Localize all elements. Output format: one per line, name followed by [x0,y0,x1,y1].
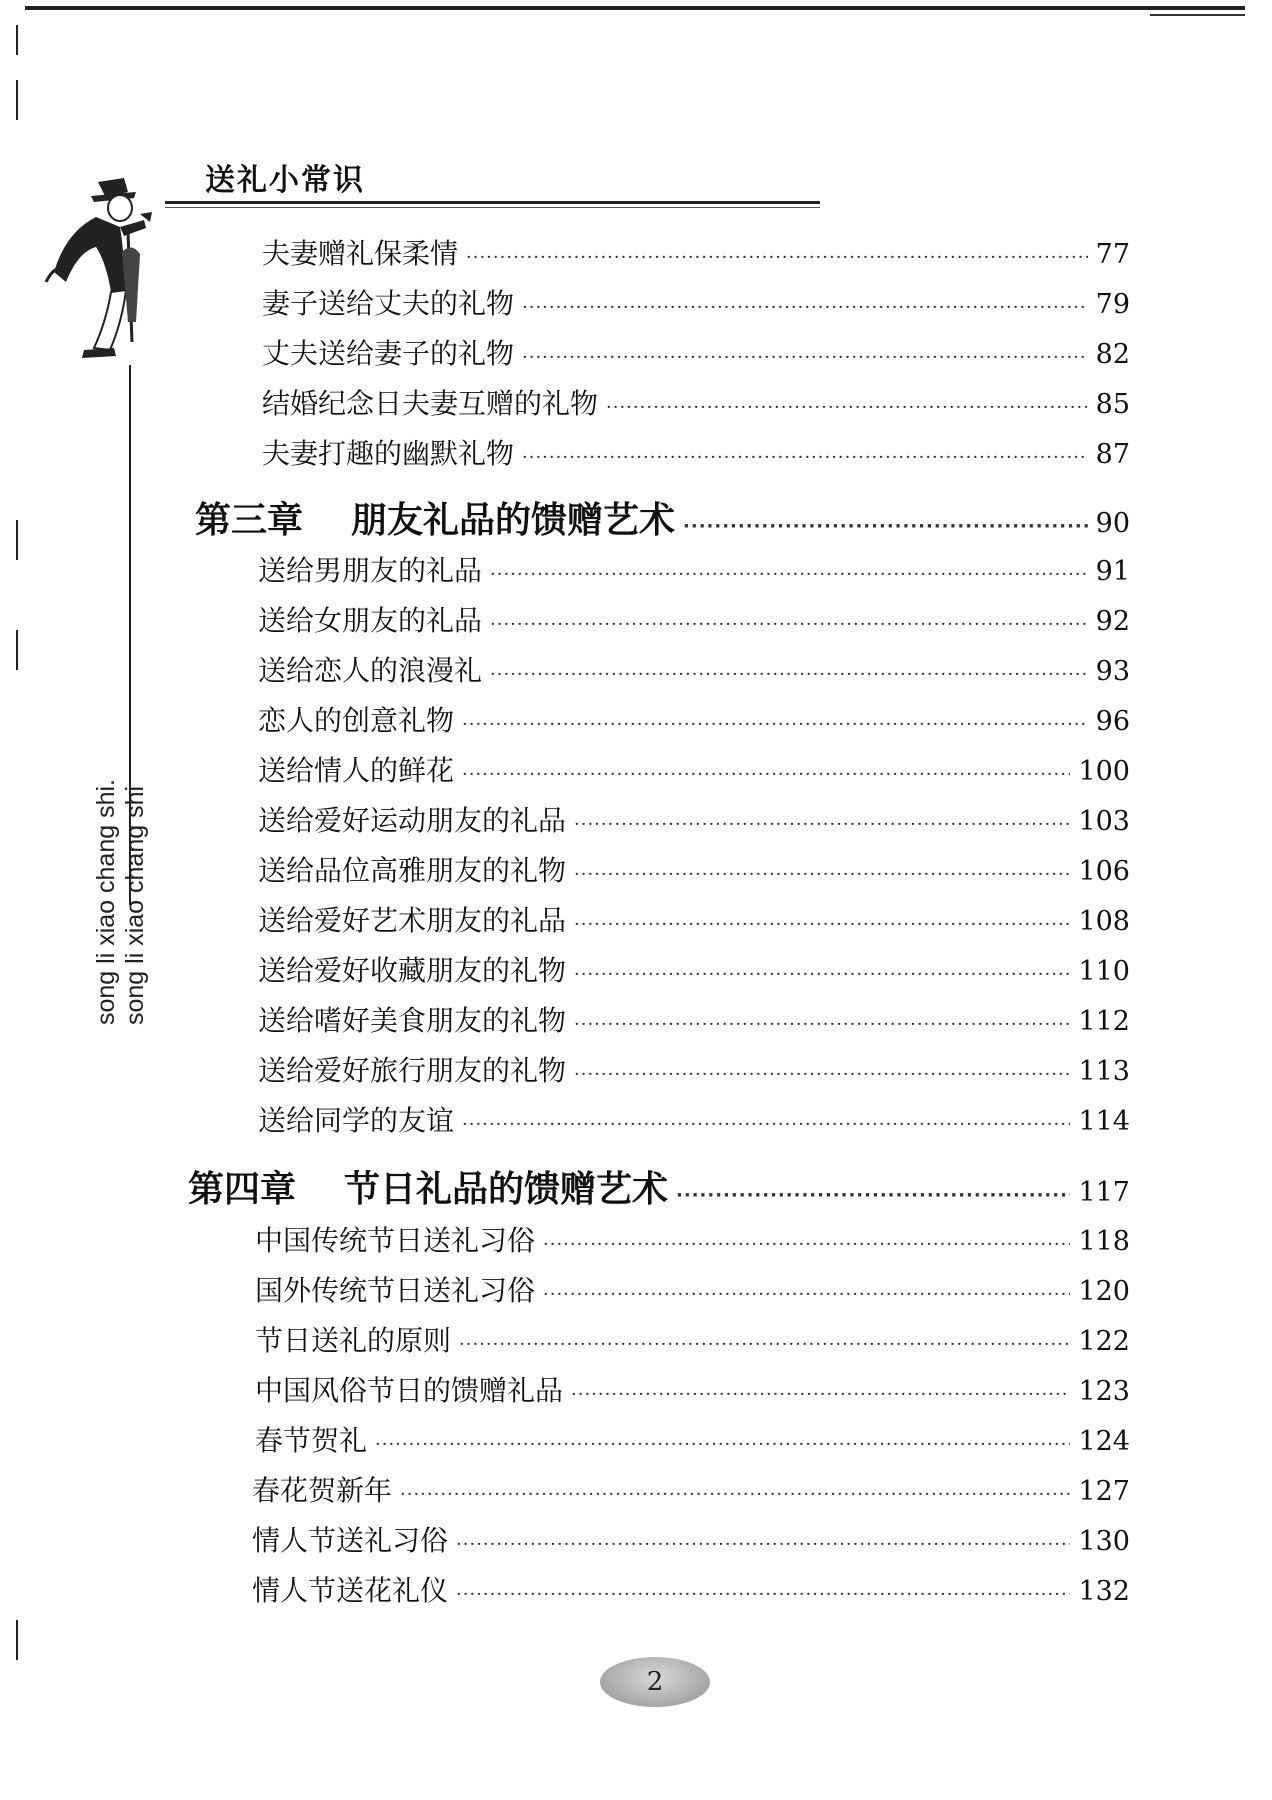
toc-entry [252,1469,1130,1509]
left-margin-mark [16,1620,18,1660]
left-margin-mark [16,25,18,55]
toc-entry-title: 送给爱好艺术朋友的礼品 [258,904,567,937]
toc-dot-leader [574,864,1070,885]
toc-entry [255,1219,1130,1259]
toc-dot-leader [683,516,1088,537]
toc-dot-leader [522,447,1088,468]
toc-entry-title: 中国传统节日送礼习俗 [255,1224,536,1257]
toc-dot-leader [522,297,1088,318]
toc-entry [258,549,1130,589]
toc-dot-leader [574,1014,1070,1035]
toc-entry-title: 送给品位高雅朋友的礼物 [258,854,567,887]
toc-page-number: 108 [1078,906,1130,937]
toc-chapter-title: 朋友礼品的馈赠艺术 [351,500,676,541]
toc-dot-leader [462,764,1070,785]
toc-entry [258,1049,1130,1089]
toc-page-number: 85 [1095,389,1130,420]
side-text-line: song li xiao chang shi [121,785,149,1025]
toc-page-number: 112 [1078,1006,1130,1037]
running-header-title: 送礼小常识 [205,163,365,198]
toc-entry-title: 送给爱好收藏朋友的礼物 [258,954,567,987]
toc-entry-title: 春节贺礼 [255,1424,368,1457]
toc-page-number: 106 [1078,856,1130,887]
toc-page-number: 103 [1078,806,1130,837]
toc-dot-leader [456,1534,1070,1555]
toc-dot-leader [462,714,1088,735]
toc-entry-title: 丈夫送给妻子的礼物 [262,337,515,370]
top-border-rule-secondary [1150,14,1245,16]
toc-dot-leader [400,1484,1070,1505]
toc-chapter-heading [195,492,675,543]
toc-dot-leader [490,564,1088,585]
toc-page-number: 90 [1095,508,1130,539]
toc-page-number: 110 [1078,956,1130,987]
toc-entry [255,1319,1130,1359]
toc-entry-title: 中国风俗节日的馈赠礼品 [255,1374,564,1407]
toc-page-number: 92 [1095,606,1130,637]
toc-page-number: 123 [1078,1376,1130,1407]
man-with-umbrella-illustration [36,172,156,362]
toc-entry [258,899,1130,939]
toc-dot-leader [543,1284,1070,1305]
toc-chapter-heading [188,1161,668,1212]
toc-entry [258,649,1130,689]
toc-dot-leader [522,347,1088,368]
toc-entry-title: 送给情人的鲜花 [258,754,455,787]
side-vertical-text [92,779,150,1025]
page-number-badge [600,1657,710,1707]
toc-page-number: 96 [1095,706,1130,737]
toc-entry-title: 送给男朋友的礼品 [258,554,483,587]
toc-chapter-title: 节日礼品的馈赠艺术 [344,1169,669,1210]
toc-entry-title: 情人节送礼习俗 [252,1524,449,1557]
toc-chapter-label: 第三章 [195,500,304,541]
toc-page-number: 100 [1078,756,1130,787]
toc-entry [258,949,1130,989]
toc-dot-leader [543,1234,1070,1255]
toc-page-number: 93 [1095,656,1130,687]
toc-dot-leader [490,664,1088,685]
toc-entry-title: 春花贺新年 [252,1474,393,1507]
toc-entry-title: 妻子送给丈夫的礼物 [262,287,515,320]
toc-page-number: 117 [1078,1177,1130,1208]
toc-chapter-label: 第四章 [188,1169,297,1210]
header-rule [165,201,820,204]
toc-entry-title: 夫妻赠礼保柔情 [262,237,459,270]
toc-entry [262,332,1130,372]
toc-entry [255,1419,1130,1459]
toc-entry [258,799,1130,839]
toc-dot-leader [574,914,1070,935]
toc-entry [258,699,1130,739]
left-margin-mark [16,630,18,670]
toc-entry [258,599,1130,639]
toc-dot-leader [606,397,1088,418]
toc-dot-leader [466,247,1088,268]
toc-entry-title: 送给女朋友的礼品 [258,604,483,637]
left-margin-mark [16,520,18,560]
toc-page-number: 122 [1078,1326,1130,1357]
toc-entry-title: 节日送礼的原则 [255,1324,452,1357]
toc-dot-leader [456,1584,1070,1605]
toc-chapter-entry [188,1161,1130,1212]
toc-entry [255,1369,1130,1409]
toc-page-number: 77 [1095,239,1130,270]
toc-dot-leader [490,614,1088,635]
toc-entry [258,999,1130,1039]
toc-entry [252,1519,1130,1559]
toc-page-number: 114 [1078,1106,1130,1137]
toc-entry-title: 结婚纪念日夫妻互赠的礼物 [262,387,599,420]
page-number: 2 [646,1667,664,1697]
toc-chapter-entry [195,492,1130,543]
toc-entry-title: 夫妻打趣的幽默礼物 [262,437,515,470]
toc-dot-leader [375,1434,1070,1455]
toc-page-number: 124 [1078,1426,1130,1457]
toc-dot-leader [462,1114,1070,1135]
toc-page-number: 82 [1095,339,1130,370]
toc-entry [262,382,1130,422]
toc-dot-leader [571,1384,1070,1405]
toc-dot-leader [574,964,1070,985]
toc-entry [262,282,1130,322]
toc-page-number: 79 [1095,289,1130,320]
toc-entry-title: 送给恋人的浪漫礼 [258,654,483,687]
toc-page-number: 120 [1078,1276,1130,1307]
toc-page-number: 118 [1078,1226,1130,1257]
toc-entry [262,232,1130,272]
top-border-rule [25,6,1245,10]
toc-entry [252,1569,1130,1609]
toc-entry [258,749,1130,789]
toc-page-number: 113 [1078,1056,1130,1087]
left-margin-mark [16,80,18,120]
header-rule-thin [165,207,820,208]
toc-page-number: 91 [1095,556,1130,587]
toc-entry-title: 送给嗜好美食朋友的礼物 [258,1004,567,1037]
toc-entry [262,432,1130,472]
toc-entry-title: 送给爱好运动朋友的礼品 [258,804,567,837]
toc-entry-title: 恋人的创意礼物 [258,704,455,737]
toc-dot-leader [574,814,1070,835]
toc-entry [255,1269,1130,1309]
toc-entry-title: 国外传统节日送礼习俗 [255,1274,536,1307]
toc-page-number: 132 [1078,1576,1130,1607]
toc-entry [258,1099,1130,1139]
toc-dot-leader [459,1334,1070,1355]
toc-entry-title: 送给爱好旅行朋友的礼物 [258,1054,567,1087]
toc-page-number: 127 [1078,1476,1130,1507]
toc-entry-title: 送给同学的友谊 [258,1104,455,1137]
toc-entry-title: 情人节送花礼仪 [252,1574,449,1607]
side-text-line: song li xiao chang shi. [92,779,120,1025]
toc-entry [258,849,1130,889]
toc-page-number: 87 [1095,439,1130,470]
toc-dot-leader [574,1064,1070,1085]
toc-dot-leader [676,1185,1070,1206]
toc-page-number: 130 [1078,1526,1130,1557]
